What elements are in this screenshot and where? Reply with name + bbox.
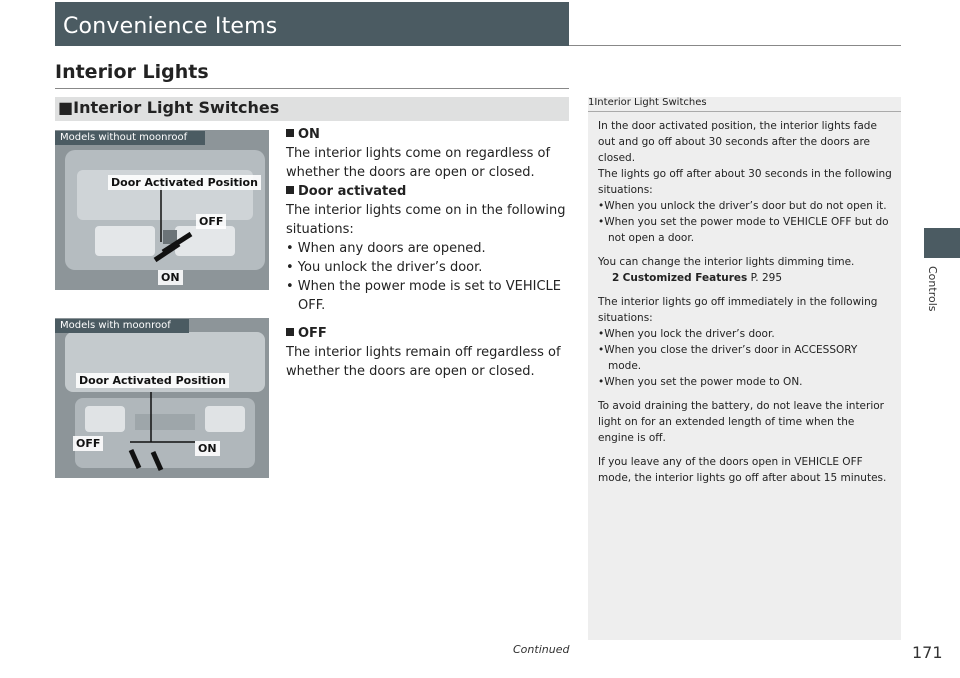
notes-paragraph: In the door activated position, the interior lights fade out and go off about 30 seconds after the doors are closed.: [598, 120, 877, 164]
door-heading: Door activated: [286, 182, 566, 201]
on-heading: ON: [286, 125, 566, 144]
continued-label: Continued: [513, 643, 570, 656]
callout-on: ON: [195, 441, 220, 456]
door-description: The interior lights come on in the following situations:: [286, 203, 566, 237]
list-item: •When you unlock the driver’s door but do not open it.: [598, 200, 887, 212]
off-heading: OFF: [286, 324, 566, 343]
notes-heading: 1Interior Light Switches: [588, 97, 707, 108]
figure-without-moonroof: [55, 130, 269, 290]
callout-off: OFF: [73, 436, 103, 451]
cross-reference-link[interactable]: [598, 270, 892, 286]
off-description: The interior lights remain off regardless of whether the doors are open or closed.: [286, 345, 561, 379]
on-description: The interior lights come on regardless of whether the doors are open or closed.: [286, 146, 551, 180]
header-rule: [569, 45, 901, 46]
callout-door-activated: Door Activated Position: [76, 373, 229, 388]
chapter-label: Controls: [926, 266, 939, 312]
overhead-console-moonroof-illustration: [55, 318, 269, 478]
section-title: Interior Lights: [55, 61, 209, 83]
page-number: 171: [912, 643, 943, 662]
callout-off: OFF: [196, 214, 226, 229]
notes-body: [598, 118, 892, 486]
page-title: Convenience Items: [63, 14, 278, 39]
figure-tag: Models without moonroof: [55, 131, 205, 145]
list-item: • When any doors are opened.: [286, 241, 486, 256]
list-item: • When the power mode is set to VEHICLE OFF.: [286, 279, 561, 313]
list-item: • You unlock the driver’s door.: [286, 260, 483, 275]
list-item: •When you set the power mode to VEHICLE OFF but do not open a door.: [598, 216, 889, 244]
list-item: •When you lock the driver’s door.: [598, 328, 775, 340]
list-item: •When you set the power mode to ON.: [598, 376, 803, 388]
callout-on: ON: [158, 270, 183, 285]
subsection-title: ■Interior Light Switches: [58, 98, 280, 117]
reference-title: Customized Features: [622, 272, 748, 284]
notes-paragraph: You can change the interior lights dimming time.: [598, 256, 855, 268]
section-rule: [55, 88, 569, 89]
notes-paragraph: The lights go off after about 30 seconds in the following situations:: [598, 168, 892, 196]
notes-rule: [588, 111, 901, 112]
callout-door-activated: Door Activated Position: [108, 175, 261, 190]
figure-with-moonroof: [55, 318, 269, 478]
figure-tag: Models with moonroof: [55, 319, 189, 333]
chapter-tab[interactable]: [924, 228, 960, 258]
notes-paragraph: The interior lights go off immediately in the following situations:: [598, 296, 878, 324]
list-item: •When you close the driver’s door in ACCESSORY mode.: [598, 344, 858, 372]
body-text: [286, 125, 566, 381]
reference-page: P. 295: [747, 272, 783, 284]
notes-paragraph: To avoid draining the battery, do not leave the interior light on for an extended length of time when the engine is off.: [598, 400, 884, 444]
overhead-console-illustration: [55, 130, 269, 290]
reference-arrow-icon: 2: [612, 272, 620, 284]
notes-paragraph: If you leave any of the doors open in VEHICLE OFF mode, the interior lights go off after about 15 minutes.: [598, 456, 887, 484]
